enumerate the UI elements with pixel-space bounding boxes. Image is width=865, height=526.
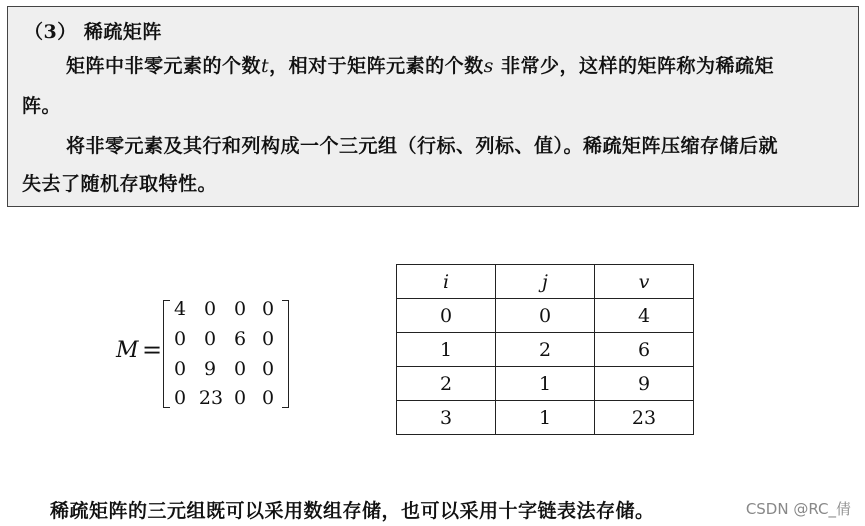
matrix-cell: 23 bbox=[198, 387, 224, 409]
triple-table bbox=[396, 264, 694, 435]
matrix-cell: 0 bbox=[173, 387, 187, 409]
matrix-cell: 0 bbox=[233, 358, 247, 380]
footer-text: 稀疏矩阵的三元组既可以采用数组存储，也可以采用十字链表法存储。 bbox=[50, 500, 655, 522]
matrix-cell: 0 bbox=[261, 298, 275, 320]
matrix-cell: 6 bbox=[233, 328, 247, 350]
right-bracket bbox=[282, 300, 289, 408]
matrix-label: M bbox=[116, 338, 139, 363]
table-cell: 6 bbox=[595, 333, 694, 367]
var-t: t bbox=[261, 55, 270, 77]
table-cell: 0 bbox=[397, 299, 496, 333]
matrix-cell: 0 bbox=[233, 298, 247, 320]
paragraph-2-line-1: 将非零元素及其行和列构成一个三元组（行标、列标、值）。稀疏矩阵压缩存储后就 bbox=[66, 135, 779, 157]
table-cell: 1 bbox=[496, 401, 595, 435]
table-cell: 1 bbox=[496, 367, 595, 401]
matrix-m bbox=[116, 298, 296, 410]
table-cell: 4 bbox=[595, 299, 694, 333]
matrix-cell: 0 bbox=[203, 328, 217, 350]
paragraph-1-line-2: 阵。 bbox=[22, 95, 62, 117]
table-row bbox=[397, 333, 694, 367]
table-cell: 0 bbox=[496, 299, 595, 333]
header-v: v bbox=[595, 265, 694, 299]
table-cell: 9 bbox=[595, 367, 694, 401]
para1-text-a: 矩阵中非零元素的个数 bbox=[66, 55, 262, 77]
watermark: CSDN @RC_倩 bbox=[745, 500, 851, 518]
matrix-cell: 0 bbox=[203, 298, 217, 320]
equals-sign: = bbox=[142, 336, 163, 364]
matrix-cell: 9 bbox=[203, 358, 217, 380]
matrix-cell: 4 bbox=[173, 298, 187, 320]
var-s: s bbox=[483, 55, 494, 77]
matrix-cell: 0 bbox=[261, 328, 275, 350]
matrix-cell: 0 bbox=[261, 387, 275, 409]
table-row bbox=[397, 367, 694, 401]
table-cell: 2 bbox=[397, 367, 496, 401]
matrix-cell: 0 bbox=[233, 387, 247, 409]
table-cell: 2 bbox=[496, 333, 595, 367]
table-header-row bbox=[397, 265, 694, 299]
table-cell: 1 bbox=[397, 333, 496, 367]
table-row bbox=[397, 401, 694, 435]
para1-text-c: 非常少，这样的矩阵称为稀疏矩 bbox=[493, 55, 775, 77]
section-heading: （3） 稀疏矩阵 bbox=[24, 21, 162, 43]
table-row bbox=[397, 299, 694, 333]
paragraph-2-line-2: 失去了随机存取特性。 bbox=[22, 173, 218, 195]
table-cell: 3 bbox=[397, 401, 496, 435]
matrix-cell: 0 bbox=[173, 358, 187, 380]
matrix-cell: 0 bbox=[261, 358, 275, 380]
header-j: j bbox=[496, 265, 595, 299]
para1-text-b: ，相对于矩阵元素的个数 bbox=[269, 55, 484, 77]
header-i: i bbox=[397, 265, 496, 299]
paragraph-1-line-1 bbox=[66, 51, 774, 78]
table-cell: 23 bbox=[595, 401, 694, 435]
matrix-cell: 0 bbox=[173, 328, 187, 350]
definition-box bbox=[7, 6, 859, 207]
